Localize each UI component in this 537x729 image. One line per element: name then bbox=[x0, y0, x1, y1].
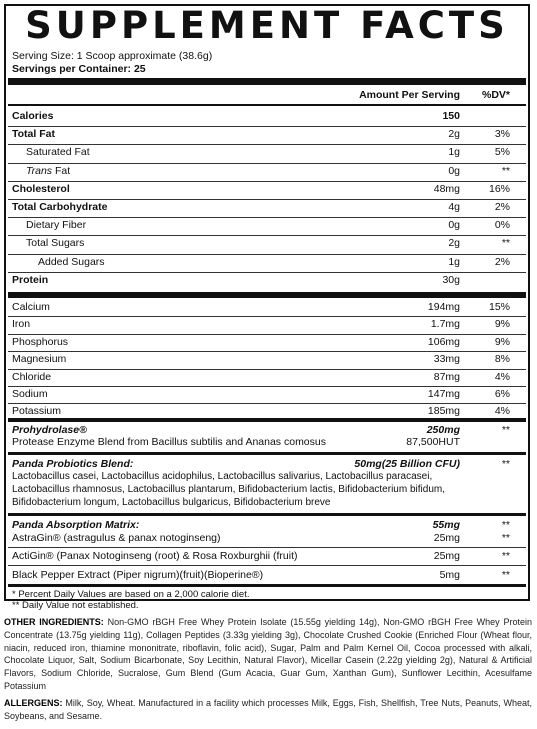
mineral-amount: 106mg bbox=[427, 335, 460, 348]
row-divider bbox=[8, 126, 526, 127]
nutrient-amount: 0g bbox=[448, 219, 460, 232]
mineral-name: Sodium bbox=[12, 388, 48, 400]
probiotics-amount: 50mg(25 Billion CFU) bbox=[354, 458, 460, 470]
strain-line: Bifidobacterium longum, Lactobacillus bulgaricus, Bifidobacterium breve bbox=[12, 496, 331, 508]
mineral-dv: 15% bbox=[488, 301, 510, 313]
absorption-item-dv: ** bbox=[501, 532, 510, 544]
nutrient-amount: 1g bbox=[448, 255, 460, 268]
nutrient-dv: 2% bbox=[494, 201, 510, 213]
nutrient-name: Dietary Fiber bbox=[26, 219, 87, 232]
supplement-facts-panel bbox=[4, 4, 530, 611]
absorption-name: Panda Absorption Matrix: bbox=[12, 519, 140, 531]
nutrient-amount: 150 bbox=[442, 110, 460, 122]
section-divider bbox=[8, 418, 526, 422]
nutrient-dv: 16% bbox=[488, 182, 510, 195]
strain-line: Lactobacillus casei, Lactobacillus acidophilus, Lactobacillus salivarius, Lactobacillus paracasei, bbox=[12, 471, 433, 482]
absorption-item-amount: 25mg bbox=[433, 532, 460, 544]
row-divider bbox=[8, 547, 526, 548]
header-divider bbox=[8, 104, 526, 106]
thick-divider bbox=[8, 292, 526, 298]
mineral-dv: 4% bbox=[494, 405, 510, 418]
prohydrolase-dv: ** bbox=[501, 424, 510, 436]
trans-suffix: Fat bbox=[52, 164, 71, 177]
probiotics-strains bbox=[12, 471, 512, 509]
amount-per-serving-header: Amount Per Serving bbox=[359, 89, 460, 101]
mineral-name: Phosphorus bbox=[12, 335, 69, 348]
mineral-dv: 9% bbox=[494, 318, 510, 331]
ingredients-text: Non-GMO rBGH Free Whey Protein Isolate (15.55g yielding 14g), Non-GMO rBGH Free Whey Protein Concentrate (13.75g yielding 11g), Collagen Peptides (3.33g yielding 3g), Chocolate Crushed Cookie (Enriched Flour (Wheat flour, niacin, reduced iron, thiamine mononitrate, riboflavin, folic acid), Sugar, Palm and Palm Kernel Oil, Cocoa processed with alkali, Chocolate Liquor, Salt, Sodium Bicarbonate, Soy Lecithin, Natural Flavor), Micellar Casein (2.22g yielding 2g), Natural & Artificial Flavors, Sodium Chloride, Sucralose, Gum Blend (Gum Acacia, Guar Gum, Xanthan Gum), Sunflower Lecithin, Acesulfame Potassium bbox=[4, 617, 532, 691]
absorption-item-name: Black Pepper Extract (Piper nigrum)(fruit)(Bioperine®) bbox=[12, 569, 264, 581]
allergens-text: Milk, Soy, Wheat. Manufactured in a facility which processes Milk, Eggs, Fish, Shellfish, Tree Nuts, Peanuts, Wheat, Soybeans, and Sesame. bbox=[4, 698, 532, 721]
row-divider bbox=[8, 351, 526, 352]
absorption-item-amount: 25mg bbox=[433, 550, 460, 562]
nutrient-dv: 0% bbox=[494, 219, 510, 232]
mineral-dv: 9% bbox=[494, 335, 510, 348]
mineral-amount: 1.7mg bbox=[430, 318, 460, 331]
nutrient-amount: 4g bbox=[448, 201, 460, 213]
nutrient-name: Total Carbohydrate bbox=[12, 201, 108, 213]
mineral-amount: 194mg bbox=[427, 301, 460, 313]
nutrient-amount: 1g bbox=[448, 146, 460, 159]
nutrient-dv: ** bbox=[501, 237, 510, 250]
section-divider bbox=[8, 513, 526, 516]
nutrient-name: Added Sugars bbox=[38, 255, 105, 268]
mineral-name: Potassium bbox=[12, 405, 62, 418]
nutrient-amount: 0g bbox=[448, 164, 460, 177]
nutrient-dv: 5% bbox=[494, 146, 510, 159]
servings-per-container: Servings per Container: 25 bbox=[12, 63, 146, 75]
footnote-dv: * Percent Daily Values are based on a 2,000 calorie diet. bbox=[12, 589, 250, 600]
prohydrolase-amount: 250mg bbox=[426, 424, 460, 436]
prohydrolase-sub-amount: 87,500HUT bbox=[406, 436, 460, 448]
nutrient-name: Protein bbox=[12, 273, 49, 286]
allergens-label: ALLERGENS: bbox=[4, 698, 63, 708]
mineral-amount: 33mg bbox=[433, 353, 460, 366]
mineral-name: Chloride bbox=[12, 370, 52, 383]
nutrient-name: Saturated Fat bbox=[26, 146, 90, 159]
nutrient-name: Total Sugars bbox=[26, 237, 85, 250]
row-divider bbox=[8, 565, 526, 566]
strain-line: Lactobacillus rhamnosus, Lactobacillus plantarum, Bifidobacterium lactis, Bifidobacterium bifidum, bbox=[12, 483, 445, 495]
serving-size: Serving Size: 1 Scoop approximate (38.6g) bbox=[12, 50, 213, 62]
nutrient-amount: 2g bbox=[448, 128, 460, 141]
mineral-name: Magnesium bbox=[12, 353, 67, 366]
mineral-dv: 4% bbox=[494, 370, 510, 383]
probiotics-dv: ** bbox=[501, 458, 510, 470]
nutrient-name: Total Fat bbox=[12, 128, 55, 141]
section-divider bbox=[8, 452, 526, 455]
other-ingredients bbox=[4, 616, 532, 693]
probiotics-name: Panda Probiotics Blend: bbox=[12, 458, 134, 470]
row-divider bbox=[8, 403, 526, 404]
nutrient-name bbox=[26, 165, 70, 178]
nutrient-name: Cholesterol bbox=[12, 182, 70, 195]
row-divider bbox=[8, 235, 526, 236]
thick-divider bbox=[8, 78, 526, 85]
mineral-amount: 147mg bbox=[427, 388, 460, 400]
absorption-item-name: AstraGin® (astragulus & panax notoginseng) bbox=[12, 532, 221, 544]
footnote-not-established: ** Daily Value not established. bbox=[12, 600, 139, 611]
row-divider bbox=[8, 217, 526, 218]
mineral-name: Calcium bbox=[12, 301, 50, 313]
ingredients-label: OTHER INGREDIENTS: bbox=[4, 617, 104, 627]
mineral-name: Iron bbox=[12, 318, 31, 331]
row-divider bbox=[8, 316, 526, 317]
nutrient-amount: 48mg bbox=[433, 182, 460, 195]
prohydrolase-name: Prohydrolase® bbox=[12, 424, 87, 436]
prohydrolase-sub-name: Protease Enzyme Blend from Bacillus subtilis and Ananas comosus bbox=[12, 436, 326, 448]
trans-label: Trans bbox=[26, 164, 53, 177]
allergens bbox=[4, 697, 532, 723]
row-divider bbox=[8, 199, 526, 200]
absorption-item-dv: ** bbox=[501, 569, 510, 581]
absorption-item-amount: 5mg bbox=[439, 569, 460, 581]
nutrient-name: Calories bbox=[12, 110, 54, 122]
absorption-amount: 55mg bbox=[432, 519, 460, 531]
nutrient-dv: 2% bbox=[494, 255, 510, 268]
footnote-divider bbox=[8, 584, 526, 587]
nutrient-amount: 2g bbox=[448, 237, 460, 250]
nutrient-amount: 30g bbox=[442, 273, 460, 286]
mineral-amount: 185mg bbox=[427, 405, 460, 418]
nutrient-dv: ** bbox=[501, 164, 510, 177]
absorption-item-name: ActiGin® (Panax Notoginseng (root) & Rosa Roxburghii (fruit) bbox=[12, 550, 298, 562]
dv-header: %DV* bbox=[481, 89, 510, 101]
mineral-dv: 8% bbox=[494, 353, 510, 366]
panel-title: SUPPLEMENT FACTS bbox=[25, 4, 509, 47]
mineral-amount: 87mg bbox=[433, 370, 460, 383]
absorption-dv: ** bbox=[501, 519, 510, 531]
row-divider bbox=[8, 144, 526, 145]
mineral-dv: 6% bbox=[494, 388, 510, 400]
row-divider bbox=[8, 386, 526, 387]
nutrient-dv: 3% bbox=[494, 128, 510, 141]
absorption-item-dv: ** bbox=[501, 550, 510, 562]
